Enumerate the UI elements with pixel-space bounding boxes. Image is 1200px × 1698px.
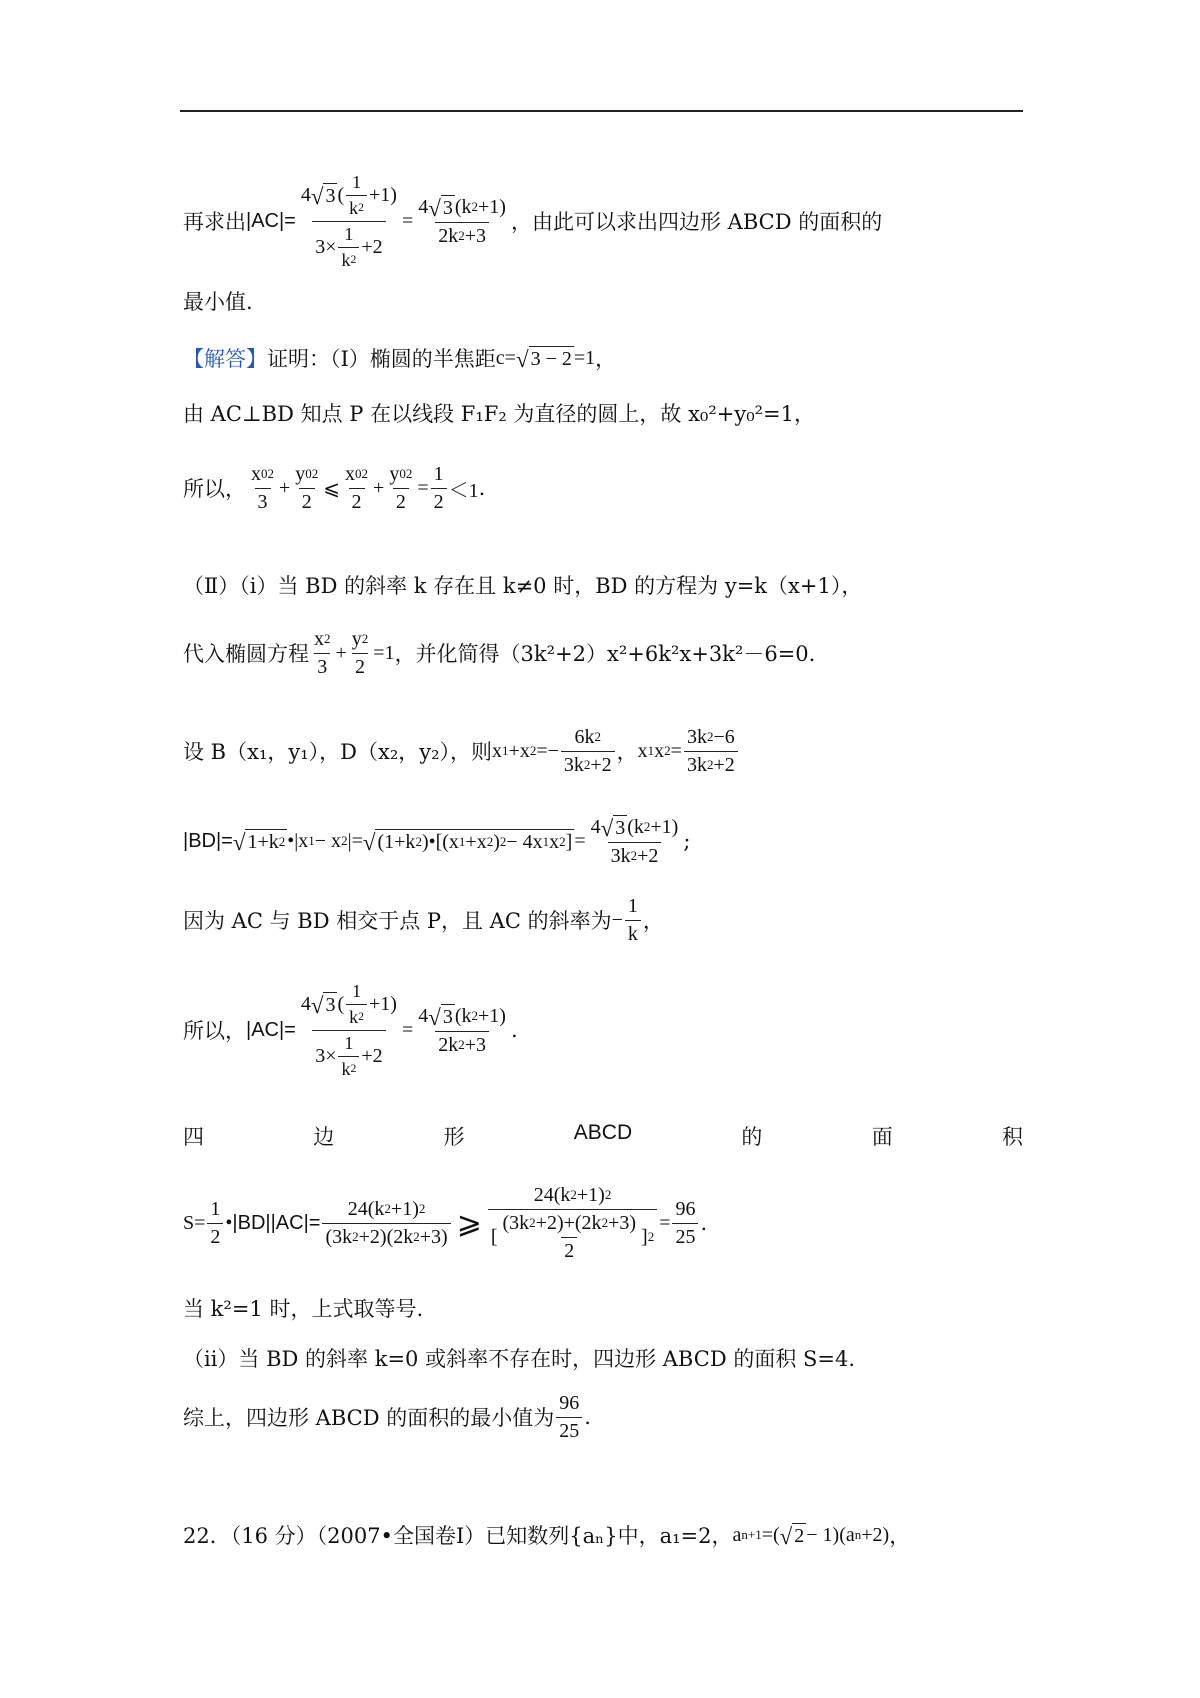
suffix: .	[510, 1018, 518, 1042]
suffix: .	[584, 1405, 591, 1429]
suffix: ;	[683, 829, 691, 853]
line-ac-length	[183, 975, 518, 1085]
min-value: $\frac{96}{25}$	[554, 1392, 584, 1443]
line-substitute	[183, 617, 815, 689]
ac-formula-2: |AC|= 4 √ 3 ( 1 k 2 +1) 3× 1 k 2 +2 = 4 √ 3 (k 2 +1) 2k 2 +3	[246, 980, 506, 1079]
bd-formula: |BD|= √ 1+k 2 •|x 1 − x 2 |= √ (1+k 2 )•[(x 1 +x 2 ) 2 − 4x 1 x 2 ] = 4 √ 3 (k 2 +1) 3k 2 +2	[183, 815, 679, 867]
text: 最小值.	[183, 290, 253, 314]
text: 当 k²=1 时，上式取等号.	[183, 1297, 424, 1321]
focal-formula: c= √ 3 − 2 =1	[495, 346, 596, 372]
line-problem-22	[183, 1510, 910, 1560]
answer-tag: 【解答】	[183, 347, 267, 371]
line-area-formula	[183, 1168, 707, 1278]
prefix: 所以，	[183, 477, 246, 501]
tail: ，	[595, 347, 617, 371]
text-prefix: 再求出	[183, 210, 246, 234]
sum-roots: x 1 +x 2 =− 6k 2 3k 2 +2	[492, 726, 617, 777]
slope-formula: − $\frac{1}{k}$	[612, 895, 643, 946]
text: 22．（16 分）（2007•全国卷Ⅰ）已知数列{aₙ}中，a₁=2，	[183, 1524, 733, 1548]
area-formula: S= $\frac{1}{2}$ • |BD||AC|= 24(k 2 +1) 2 (3k 2 +2)(2k 2 +3) ⩾ 24(k 2 +1) 2 [ (3k 2 +2)+(2k 2 +3) 2 ] 2 = $\frac{96}{25}$	[183, 1184, 700, 1263]
word: 积	[1001, 1125, 1023, 1149]
line-inequality	[183, 448, 485, 528]
line-ac-formula-intro	[183, 166, 882, 276]
line-circle	[183, 393, 815, 433]
suffix: ，并化简得（3k²+2）x²+6k²x+3k²－6=0.	[394, 642, 816, 666]
text: 因为 AC 与 BD 相交于点 P，且 AC 的斜率为	[183, 909, 612, 933]
line-conclusion	[183, 1385, 591, 1449]
word: 形	[443, 1125, 465, 1149]
line-ac-slope	[183, 890, 664, 950]
line-min-value	[183, 285, 253, 317]
line-equality	[183, 1290, 423, 1326]
word: 的	[741, 1125, 763, 1149]
line-vieta	[183, 715, 740, 787]
tail: ，	[642, 909, 664, 933]
text: 证明：（Ⅰ）椭圆的半焦距	[267, 347, 496, 371]
line-case-ii-2	[183, 1340, 855, 1376]
line-area-intro	[183, 1118, 1023, 1154]
product-roots: x 1 x 2 = 3k 2 −6 3k 2 +2	[638, 726, 740, 777]
ac-formula: |AC|= 4 √ 3 ( 1 k 2 +1) 3× 1 k 2 +2 = 4 √ 3 (k 2 +1) 2k 2 +3	[246, 171, 506, 270]
separator: ，	[616, 740, 638, 764]
text: （Ⅱ）（ⅰ）当 BD 的斜率 k 存在且 k≠0 时，BD 的方程为 y=k（x+1），	[183, 574, 863, 598]
prefix: 代入椭圆方程	[183, 642, 309, 666]
suffix: .	[478, 476, 486, 500]
line-bd-length	[183, 805, 690, 877]
suffix: .	[700, 1211, 708, 1235]
ellipse-equation: x 2 3 + y 2 2 =1	[314, 627, 395, 678]
text: 由 AC⊥BD 知点 P 在以线段 F₁F₂ 为直径的圆上，故 x₀²+y₀²=1，	[183, 402, 816, 426]
text-suffix: ，由此可以求出四边形 ABCD 的面积的	[510, 210, 883, 234]
prefix: 所以，	[183, 1019, 246, 1043]
header-rule	[180, 110, 1023, 112]
line-case-ii	[183, 565, 862, 605]
word: 边	[313, 1125, 335, 1149]
word: 面	[871, 1125, 893, 1149]
word: ABCD	[573, 1121, 633, 1144]
word: 四	[183, 1125, 204, 1149]
inequality-formula: x 0 2 3 + y 0 2 2 ⩽ x 0 2 2 + y 0 2 2 = $\frac{1}{2}$ ＜1	[251, 462, 479, 513]
line-solution-start	[183, 338, 616, 378]
text: 综上，四边形 ABCD 的面积的最小值为	[183, 1406, 555, 1430]
recurrence-formula: a n+1 =( √ 2 − 1)(a n +2)	[732, 1523, 890, 1549]
prefix: 设 B（x₁，y₁），D（x₂，y₂），则	[183, 740, 493, 764]
text: （ⅱ）当 BD 的斜率 k=0 或斜率不存在时，四边形 ABCD 的面积 S=4.	[183, 1347, 856, 1371]
tail: ，	[889, 1524, 911, 1548]
